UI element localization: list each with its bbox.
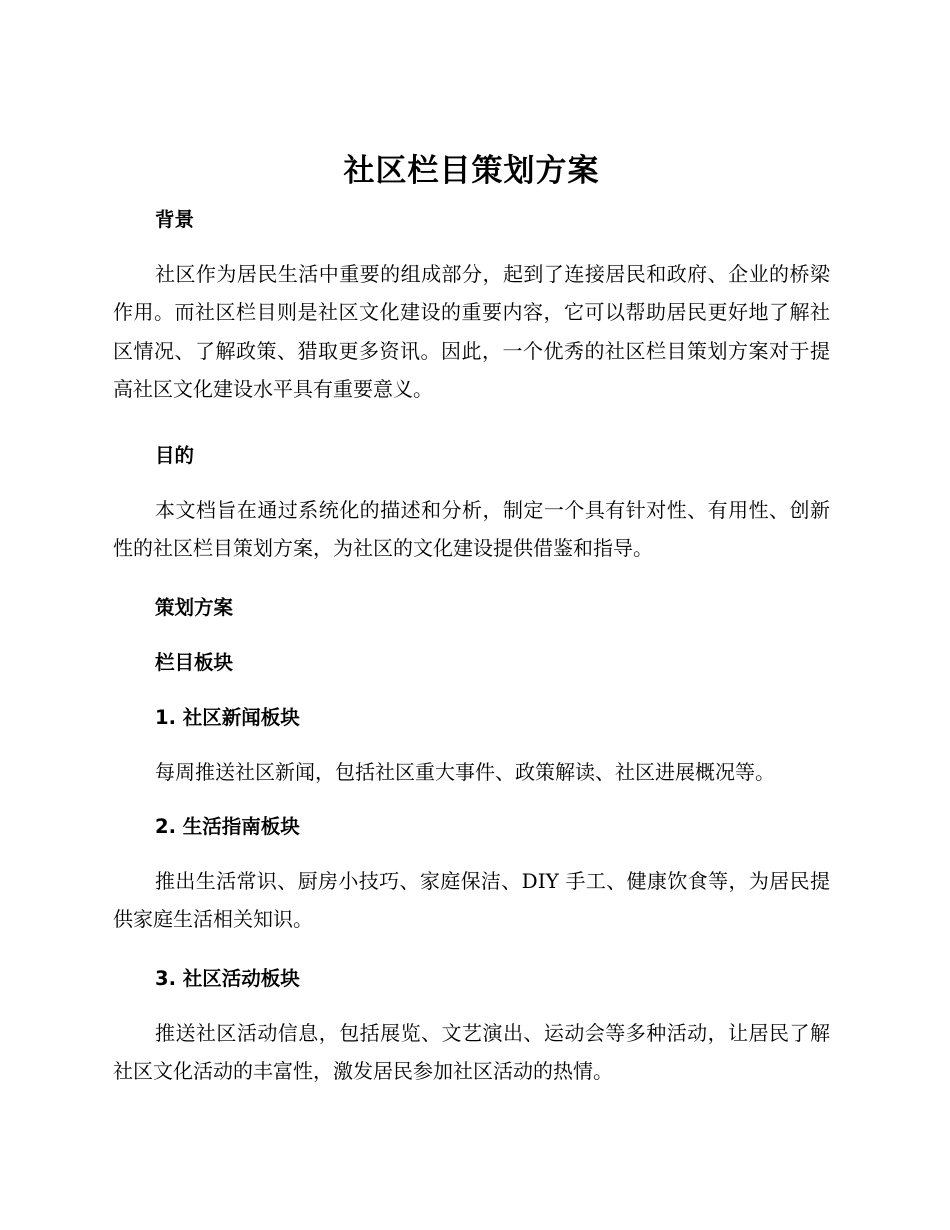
- paragraph-life: 推出生活常识、厨房小技巧、家庭保洁、DIY 手工、健康饮食等，为居民提供家庭生活相关知识。: [113, 869, 830, 932]
- paragraph-news: 每周推送社区新闻，包括社区重大事件、政策解读、社区进展概况等。: [155, 760, 775, 784]
- section-heading-plan: 策划方案: [155, 596, 234, 619]
- document-title: 社区栏目策划方案: [343, 153, 600, 189]
- section-heading-columns: 栏目板块: [155, 651, 234, 674]
- paragraph-purpose: 本文档旨在通过系统化的描述和分析，制定一个具有针对性、有用性、创新性的社区栏目策划方案，为社区的文化建设提供借鉴和指导。: [113, 498, 830, 561]
- section-heading-background: 背景: [155, 208, 195, 231]
- subsection-heading-news: 1. 社区新闻板块: [155, 706, 300, 729]
- paragraph-activity: 推送社区活动信息，包括展览、文艺演出、运动会等多种活动，让居民了解社区文化活动的丰富性，激发居民参加社区活动的热情。: [113, 1021, 830, 1084]
- subsection-heading-life: 2. 生活指南板块: [155, 815, 300, 838]
- subsection-heading-activity: 3. 社区活动板块: [155, 967, 300, 990]
- section-heading-purpose: 目的: [155, 444, 195, 467]
- paragraph-background: 社区作为居民生活中重要的组成部分，起到了连接居民和政府、企业的桥梁作用。而社区栏目则是社区文化建设的重要内容，它可以帮助居民更好地了解社区情况、了解政策、猎取更多资讯。因此，一个优秀的社区栏目策划方案对于提高社区文化建设水平具有重要意义。: [113, 262, 830, 402]
